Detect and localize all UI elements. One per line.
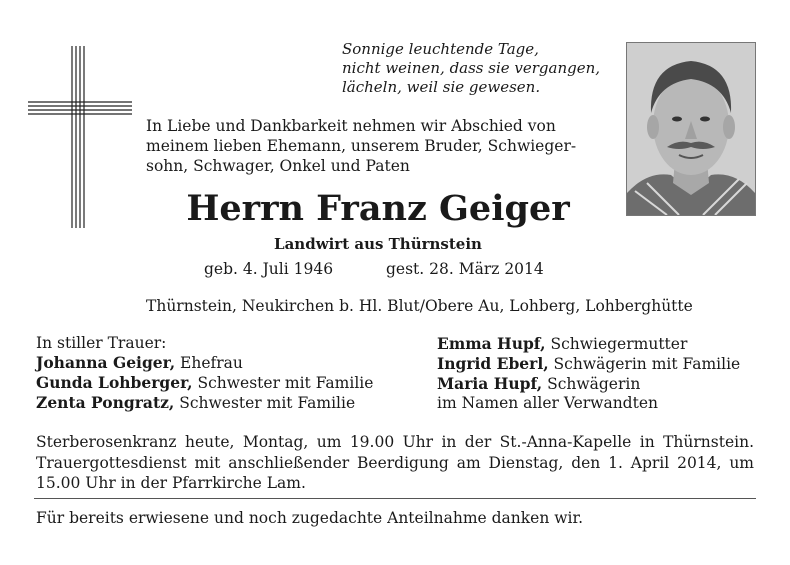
poem [342, 40, 622, 97]
portrait-photo [626, 42, 756, 216]
intro-text [146, 116, 616, 176]
mourners-right-column [437, 334, 740, 413]
mourner-relation: Ehefrau [175, 354, 243, 372]
thanks-line: Für bereits erwiesene und noch zugedachte Anteilnahme danken wir. [36, 509, 584, 527]
mourners-heading: In stiller Trauer: [36, 334, 167, 352]
mourner-relation: Schwiegermutter [545, 335, 688, 353]
intro-line: meinem lieben Ehemann, unserem Bruder, Schwieger- [146, 137, 577, 155]
mourner-relation: Schwester mit Familie [192, 374, 374, 392]
mourner-name: Zenta Pongratz, [36, 393, 175, 412]
mourner-relation: Schwester mit Familie [174, 394, 356, 412]
intro-line: sohn, Schwager, Onkel und Paten [146, 157, 410, 175]
mourner-entry [437, 334, 740, 354]
divider [34, 498, 756, 499]
cross-icon [26, 44, 134, 230]
mourner-relation: Schwägerin mit Familie [548, 355, 741, 373]
deceased-occupation: Landwirt aus Thürnstein [274, 235, 482, 253]
mourner-name: Emma Hupf, [437, 334, 546, 353]
mourner-entry [36, 393, 373, 413]
deceased-name: Herrn Franz Geiger [186, 188, 570, 229]
mourner-entry [36, 373, 373, 393]
poem-line: Sonnige leuchtende Tage, [342, 40, 539, 58]
mourners-closing: im Namen aller Verwandten [437, 394, 658, 412]
mourner-entry [437, 374, 740, 394]
mourner-name: Gunda Lohberger, [36, 373, 193, 392]
poem-line: nicht weinen, dass sie vergangen, [342, 59, 601, 77]
mourner-entry [36, 353, 373, 373]
service-info: Sterberosenkranz heute, Montag, um 19.00 Uhr in der St.-Anna-Kapelle in Thürnstein. Trauergottesdienst mit anschließender Beerdigung am Dienstag, den 1. April 2014, um 15.00 Uhr in der Pfarrkirche Lam. [36, 433, 754, 492]
mourner-name: Ingrid Eberl, [437, 354, 549, 373]
mourner-name: Maria Hupf, [437, 374, 543, 393]
mourner-relation: Schwägerin [542, 375, 641, 393]
mourner-name: Johanna Geiger, [36, 353, 176, 372]
mourners-left-column [36, 334, 373, 413]
places-line: Thürnstein, Neukirchen b. Hl. Blut/Obere Au, Lohberg, Lohberghütte [146, 297, 693, 315]
poem-line: lächeln, weil sie gewesen. [342, 78, 541, 96]
intro-line: In Liebe und Dankbarkeit nehmen wir Abschied von [146, 117, 556, 135]
birth-date: geb. 4. Juli 1946 [204, 260, 334, 278]
death-date: gest. 28. März 2014 [386, 260, 544, 278]
mourner-entry [437, 354, 740, 374]
